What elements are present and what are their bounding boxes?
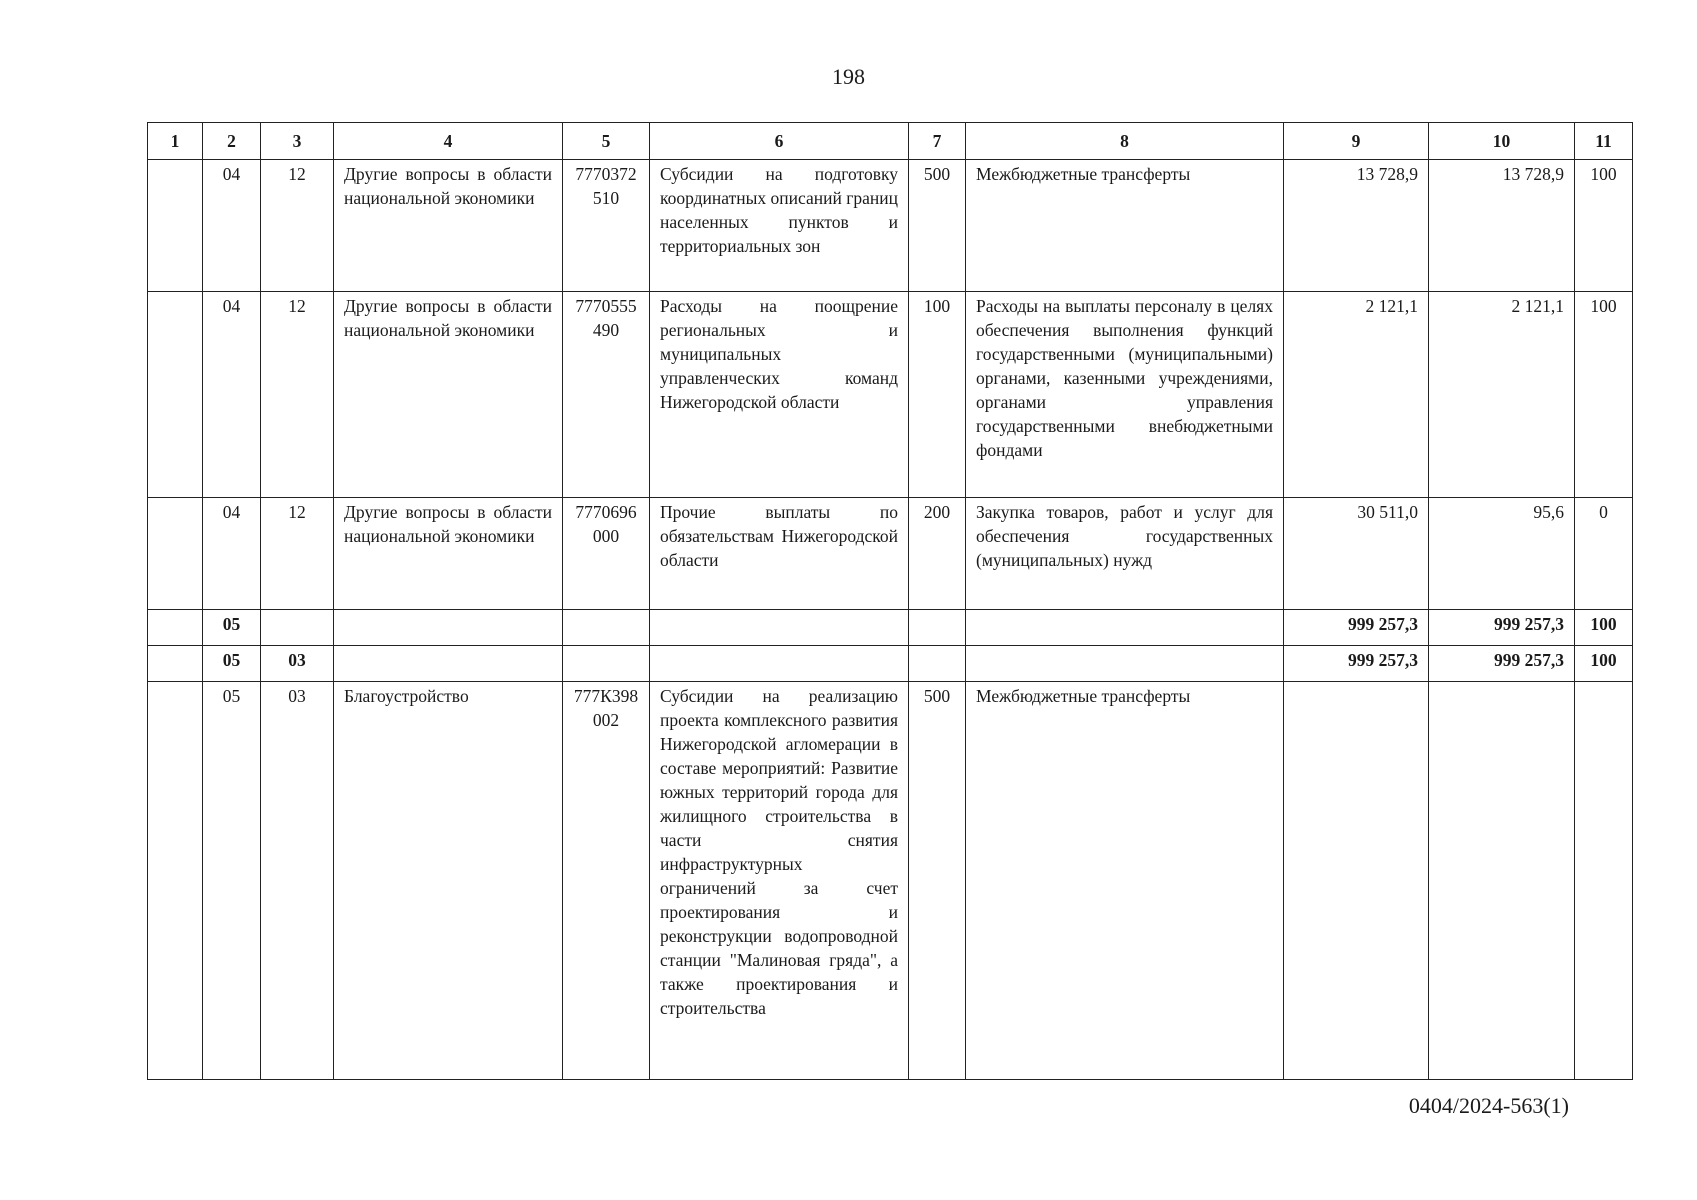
cell-expense-type: 200 xyxy=(909,498,966,610)
cell-description: Прочие выплаты по обязательствам Нижегородской области xyxy=(650,498,909,610)
cell-target-article xyxy=(563,646,650,682)
cell-description: Субсидии на подготовку координатных описаний границ населенных пунктов и территориальных зон xyxy=(650,160,909,292)
col-header-6: 6 xyxy=(650,123,909,160)
cell-expense-name: Закупка товаров, работ и услуг для обеспечения государственных (муниципальных) нужд xyxy=(966,498,1284,610)
cell-section: 04 xyxy=(203,160,261,292)
cell-percent: 0 xyxy=(1575,498,1633,610)
cell-col1 xyxy=(148,682,203,1080)
col-header-2: 2 xyxy=(203,123,261,160)
cell-section: 04 xyxy=(203,498,261,610)
cell-actual: 2 121,1 xyxy=(1429,292,1575,498)
cell-target-article xyxy=(563,610,650,646)
cell-expense-type: 500 xyxy=(909,160,966,292)
cell-target-article: 777К398002 xyxy=(563,682,650,1080)
document-code: 0404/2024-563(1) xyxy=(1408,1093,1569,1118)
cell-actual: 999 257,3 xyxy=(1429,610,1575,646)
col-header-8: 8 xyxy=(966,123,1284,160)
cell-expense-type xyxy=(909,646,966,682)
cell-name: Другие вопросы в области национальной экономики xyxy=(334,498,563,610)
cell-subsection: 12 xyxy=(261,498,334,610)
table-row xyxy=(148,160,1633,292)
cell-subsection: 03 xyxy=(261,682,334,1080)
col-header-10: 10 xyxy=(1429,123,1575,160)
table-row xyxy=(148,682,1633,1080)
cell-target-article: 7770696000 xyxy=(563,498,650,610)
cell-subsection: 03 xyxy=(261,646,334,682)
page-number: 198 xyxy=(832,64,865,89)
cell-name: Другие вопросы в области национальной экономики xyxy=(334,160,563,292)
col-header-11: 11 xyxy=(1575,123,1633,160)
section-total-row xyxy=(148,610,1633,646)
budget-table xyxy=(147,122,1633,1080)
header-row xyxy=(148,123,1633,160)
cell-actual xyxy=(1429,682,1575,1080)
cell-expense-type: 500 xyxy=(909,682,966,1080)
cell-percent: 100 xyxy=(1575,610,1633,646)
col-header-9: 9 xyxy=(1284,123,1429,160)
cell-percent: 100 xyxy=(1575,292,1633,498)
cell-actual: 95,6 xyxy=(1429,498,1575,610)
cell-target-article: 7770372510 xyxy=(563,160,650,292)
cell-section: 05 xyxy=(203,682,261,1080)
cell-description xyxy=(650,646,909,682)
col-header-3: 3 xyxy=(261,123,334,160)
col-header-1: 1 xyxy=(148,123,203,160)
cell-plan: 2 121,1 xyxy=(1284,292,1429,498)
cell-description: Субсидии на реализацию проекта комплексного развития Нижегородской агломерации в составе мероприятий: Развитие южных территорий города для жилищного строительства в части снятия инфраструктурных ограничений за счет проектирования и реконструкции водопроводной станции "Малиновая гряда", а также проектирования и строительства xyxy=(650,682,909,1080)
cell-subsection xyxy=(261,610,334,646)
cell-plan xyxy=(1284,682,1429,1080)
cell-name xyxy=(334,646,563,682)
cell-percent: 100 xyxy=(1575,646,1633,682)
cell-plan: 13 728,9 xyxy=(1284,160,1429,292)
cell-percent: 100 xyxy=(1575,160,1633,292)
cell-section: 05 xyxy=(203,610,261,646)
cell-description xyxy=(650,610,909,646)
cell-actual: 13 728,9 xyxy=(1429,160,1575,292)
col-header-4: 4 xyxy=(334,123,563,160)
cell-name: Другие вопросы в области национальной экономики xyxy=(334,292,563,498)
cell-target-article: 7770555490 xyxy=(563,292,650,498)
cell-actual: 999 257,3 xyxy=(1429,646,1575,682)
cell-subsection: 12 xyxy=(261,160,334,292)
cell-col1 xyxy=(148,292,203,498)
cell-expense-name: Расходы на выплаты персоналу в целях обеспечения выполнения функций государственными (муниципальными) органами, казенными учреждениями, органами управления государственными внебюджетными фондами xyxy=(966,292,1284,498)
subsection-total-row xyxy=(148,646,1633,682)
cell-plan: 999 257,3 xyxy=(1284,610,1429,646)
table-row xyxy=(148,498,1633,610)
cell-expense-type xyxy=(909,610,966,646)
cell-col1 xyxy=(148,498,203,610)
cell-expense-name: Межбюджетные трансферты xyxy=(966,160,1284,292)
cell-section: 05 xyxy=(203,646,261,682)
cell-section: 04 xyxy=(203,292,261,498)
cell-subsection: 12 xyxy=(261,292,334,498)
cell-plan: 30 511,0 xyxy=(1284,498,1429,610)
cell-percent xyxy=(1575,682,1633,1080)
table-row xyxy=(148,292,1633,498)
cell-name xyxy=(334,610,563,646)
cell-expense-name xyxy=(966,646,1284,682)
col-header-7: 7 xyxy=(909,123,966,160)
cell-name: Благоустройство xyxy=(334,682,563,1080)
cell-col1 xyxy=(148,610,203,646)
cell-expense-type: 100 xyxy=(909,292,966,498)
cell-col1 xyxy=(148,160,203,292)
cell-col1 xyxy=(148,646,203,682)
cell-expense-name xyxy=(966,610,1284,646)
col-header-5: 5 xyxy=(563,123,650,160)
cell-description: Расходы на поощрение региональных и муниципальных управленческих команд Нижегородской области xyxy=(650,292,909,498)
cell-expense-name: Межбюджетные трансферты xyxy=(966,682,1284,1080)
cell-plan: 999 257,3 xyxy=(1284,646,1429,682)
